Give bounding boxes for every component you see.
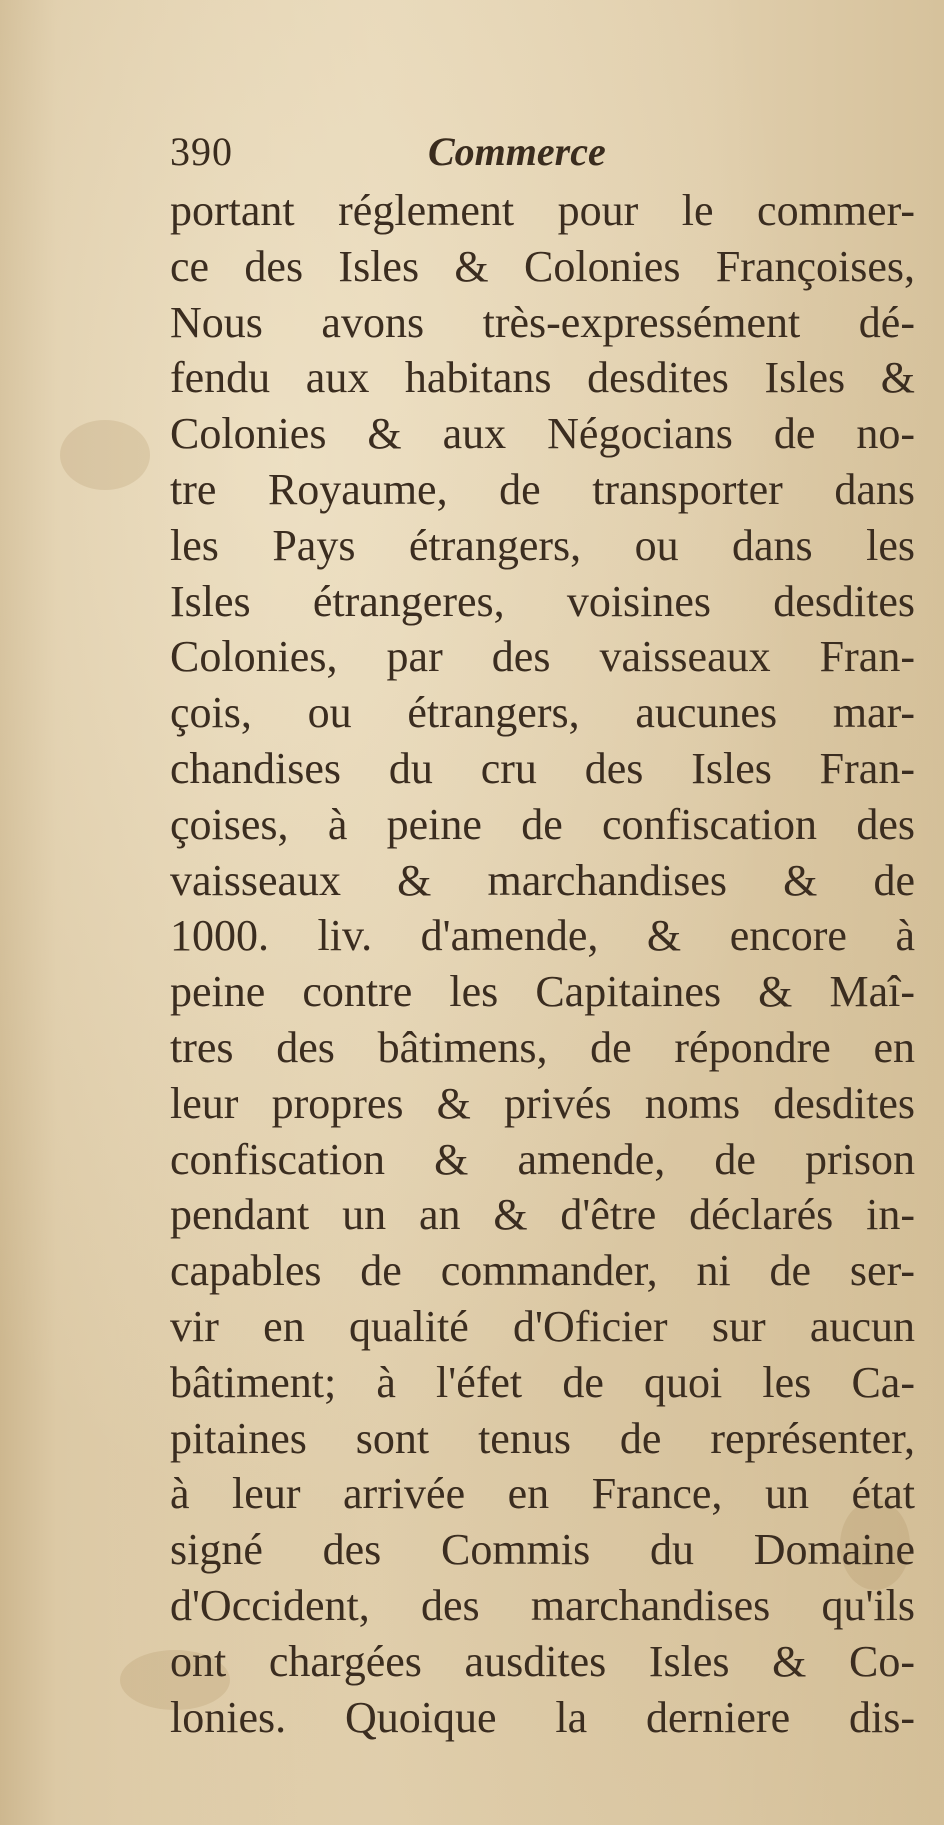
- text-line: signé des Commis du Domaine: [170, 1525, 915, 1575]
- text-line: çois, ou étrangers, aucunes mar-: [170, 688, 915, 738]
- paper-stain: [60, 420, 150, 490]
- text-line: vir en qualité d'Oficier sur aucun: [170, 1301, 915, 1351]
- text-line: çoises, à peine de confiscation des: [170, 799, 915, 849]
- text-line: portant réglement pour le commer-: [170, 186, 915, 235]
- text-line: leur propres & privés noms desdites: [170, 1078, 915, 1128]
- text-line: ce des Isles & Colonies Françoises,: [170, 241, 915, 291]
- text-line: Colonies, par des vaisseaux Fran-: [170, 632, 915, 682]
- text-line: à leur arrivée en France, un état: [170, 1469, 915, 1519]
- text-line: Isles étrangeres, voisines desdites: [170, 576, 915, 626]
- text-line: ont chargées ausdites Isles & Co-: [170, 1636, 915, 1686]
- text-line: vaisseaux & marchandises & de: [170, 855, 915, 905]
- text-line: tre Royaume, de transporter dans: [170, 464, 915, 514]
- text-line: capables de commander, ni de ser-: [170, 1246, 915, 1296]
- text-line: confiscation & amende, de prison: [170, 1134, 915, 1184]
- text-line: tres des bâtimens, de répondre en: [170, 1022, 915, 1072]
- text-line: Colonies & aux Négocians de no-: [170, 409, 915, 459]
- text-line: peine contre les Capitaines & Maî-: [170, 967, 915, 1017]
- text-line: d'Occident, des marchandises qu'ils: [170, 1580, 915, 1630]
- text-line: 1000. liv. d'amende, & encore à: [170, 911, 915, 961]
- text-line: Nous avons très-expressément dé-: [170, 297, 915, 347]
- text-line: chandises du cru des Isles Fran-: [170, 743, 915, 793]
- page-number: 390: [170, 129, 233, 174]
- text-line: fendu aux habitans desdites Isles &: [170, 353, 915, 403]
- text-line: bâtiment; à l'éfet de quoi les Ca-: [170, 1357, 915, 1407]
- text-line: pitaines sont tenus de représenter,: [170, 1413, 915, 1463]
- text-line: pendant un an & d'être déclarés in-: [170, 1190, 915, 1240]
- text-line: les Pays étrangers, ou dans les: [170, 520, 915, 570]
- body-text: [170, 183, 915, 1745]
- text-line: lonies. Quoique la derniere dis-: [170, 1692, 915, 1742]
- running-head: Commerce: [428, 129, 606, 174]
- page-header: [170, 128, 870, 188]
